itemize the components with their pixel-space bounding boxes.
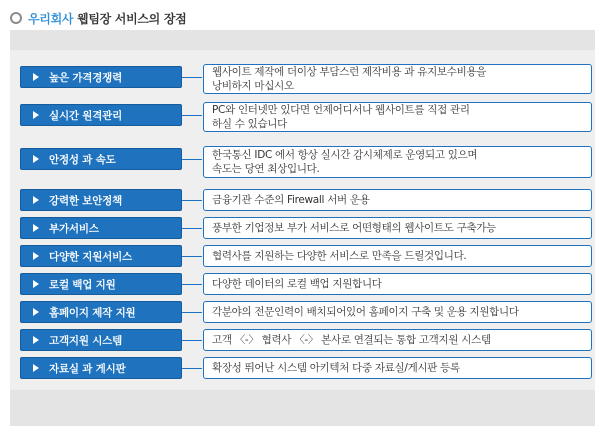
- connector-line: [182, 368, 202, 369]
- feature-desc-6: 협력사를 지원하는 다양한 서비스로 만족을 드릴것입니다.: [203, 245, 592, 267]
- connector-line: [182, 77, 202, 78]
- connector-line: [182, 284, 202, 285]
- play-triangle-icon: [33, 308, 39, 316]
- feature-label-2[interactable]: [20, 104, 182, 126]
- feature-desc-8: 각분야의 전문인력이 배치되어있어 홈페이지 구축 및 운용 지원합니다: [203, 301, 592, 323]
- feature-label-text: 실시간 원격관리: [49, 109, 123, 122]
- feature-label-7[interactable]: [20, 273, 182, 295]
- section-header: [10, 8, 186, 28]
- feature-label-3[interactable]: [20, 148, 182, 170]
- connector-line: [182, 200, 202, 201]
- feature-label-text: 고객지원 시스템: [49, 334, 123, 347]
- feature-label-text: 부가서비스: [49, 222, 99, 235]
- feature-label-text: 로컬 백업 지원: [49, 278, 116, 291]
- title-rest: 웹팀장 서비스의 장점: [73, 11, 187, 26]
- feature-desc-10: 확장성 뛰어난 시스템 아키텍처 다중 자료실/게시판 등록: [203, 357, 592, 379]
- feature-label-4[interactable]: [20, 189, 182, 211]
- feature-desc-1: 웹사이트 제작에 더이상 부담스런 제작비용 과 유지보수비용을 낭비하지 마십시오: [203, 64, 592, 94]
- feature-desc-2: PC와 인터넷만 있다면 언제어디서나 웹사이트를 직접 관리 하실 수 있습니다: [203, 102, 592, 132]
- feature-label-10[interactable]: [20, 357, 182, 379]
- play-triangle-icon: [33, 111, 39, 119]
- connector-line: [182, 228, 202, 229]
- play-triangle-icon: [33, 252, 39, 260]
- section-title: [28, 10, 186, 27]
- play-triangle-icon: [33, 73, 39, 81]
- feature-label-9[interactable]: [20, 329, 182, 351]
- ring-bullet-icon: [10, 12, 22, 24]
- feature-label-6[interactable]: [20, 245, 182, 267]
- connector-line: [182, 312, 202, 313]
- feature-label-5[interactable]: [20, 217, 182, 239]
- play-triangle-icon: [33, 336, 39, 344]
- feature-label-text: 강력한 보안정책: [49, 194, 123, 207]
- feature-desc-3: 한국통신 IDC 에서 항상 실시간 감시체제로 운영되고 있으며 속도는 당연 최상입니다.: [203, 146, 592, 178]
- connector-line: [182, 159, 202, 160]
- play-triangle-icon: [33, 155, 39, 163]
- feature-label-text: 높은 가격경쟁력: [49, 71, 123, 84]
- feature-label-text: 안정성 과 속도: [49, 153, 116, 166]
- connector-line: [182, 340, 202, 341]
- feature-label-text: 자료실 과 게시판: [49, 362, 126, 375]
- play-triangle-icon: [33, 280, 39, 288]
- play-triangle-icon: [33, 364, 39, 372]
- feature-desc-9: 고객 〈-〉 협력사 〈-〉 본사로 연결되는 통합 고객지원 시스템: [203, 329, 592, 351]
- feature-desc-5: 풍부한 기업정보 부가 서비스로 어떤형태의 웹사이트도 구축가능: [203, 217, 592, 239]
- company-name: 우리회사: [28, 11, 74, 26]
- features-panel: [10, 30, 595, 426]
- connector-line: [182, 256, 202, 257]
- feature-desc-4: 금융기관 수준의 Firewall 서버 운용: [203, 189, 592, 211]
- play-triangle-icon: [33, 196, 39, 204]
- feature-label-1[interactable]: [20, 66, 182, 88]
- feature-desc-7: 다양한 데이터의 로컬 백업 지원합니다: [203, 273, 592, 295]
- feature-label-text: 홈페이지 제작 지원: [49, 306, 136, 319]
- feature-label-8[interactable]: [20, 301, 182, 323]
- play-triangle-icon: [33, 224, 39, 232]
- connector-line: [182, 115, 202, 116]
- feature-label-text: 다양한 지원서비스: [49, 250, 132, 263]
